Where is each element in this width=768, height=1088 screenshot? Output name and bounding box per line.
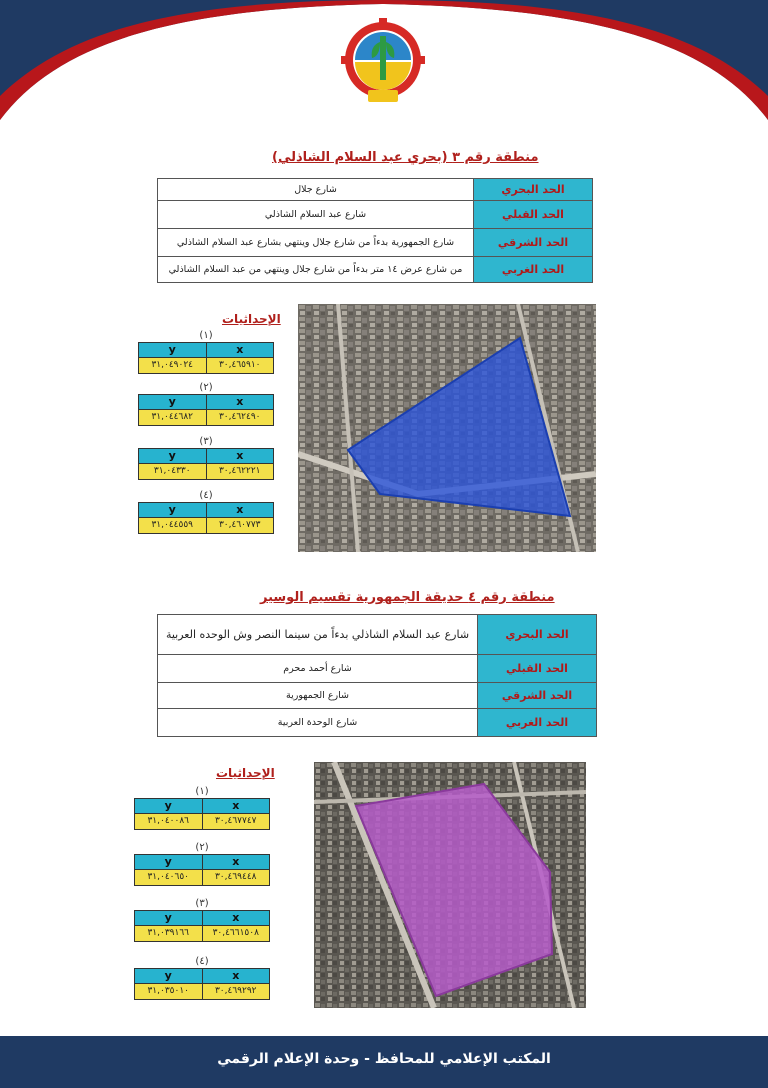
governorate-emblem-icon xyxy=(338,18,428,106)
zone4-value-east: شارع الجمهورية xyxy=(158,683,478,709)
coord-x-header: x xyxy=(203,911,270,925)
table-row xyxy=(158,615,597,655)
zone3-value-east: شارع الجمهورية بدءاً من شارع جلال وينتهي بشارع عبد السلام الشاذلي xyxy=(158,229,474,257)
coord-value-row xyxy=(134,984,270,1000)
table-row xyxy=(158,229,593,257)
coord-x-header: x xyxy=(207,449,274,463)
coord-header-row xyxy=(134,910,270,926)
coord-value-row xyxy=(134,870,270,886)
zone4-coord-2 xyxy=(134,842,270,886)
coord-y-value: ٣١,٠٤٠٠٨٦ xyxy=(135,814,203,829)
zone3-label-north: الحد البحري xyxy=(474,179,593,201)
zone4-value-south: شارع أحمد محرم xyxy=(158,655,478,683)
coord-x-header: x xyxy=(203,855,270,869)
zone3-coord-4 xyxy=(138,490,274,534)
table-row xyxy=(158,655,597,683)
zone3-label-south: الحد القبلي xyxy=(474,201,593,229)
coord-y-header: y xyxy=(139,343,207,357)
coord-x-header: x xyxy=(207,503,274,517)
zone3-value-west: من شارع عرض ١٤ متر بدءاً من شارع جلال وينتهي من عبد السلام الشاذلي xyxy=(158,257,474,283)
coord-value-row xyxy=(138,410,274,426)
coord-number: (٣) xyxy=(195,898,209,909)
zone3-label-west: الحد الغربي xyxy=(474,257,593,283)
zone4-value-west: شارع الوحدة العربية xyxy=(158,709,478,737)
table-row xyxy=(158,683,597,709)
zone4-label-north: الحد البحري xyxy=(478,615,597,655)
coord-x-value: ٣٠,٤٦٩٤٤٨ xyxy=(203,870,270,885)
zone4-coord-1 xyxy=(134,786,270,830)
coord-x-header: x xyxy=(207,343,274,357)
coord-y-value: ٣١,٠٤٣٣٠ xyxy=(139,464,207,479)
coord-number: (٢) xyxy=(199,382,213,393)
zone3-boundaries-table xyxy=(157,178,593,283)
zone3-value-north: شارع جلال xyxy=(158,179,474,201)
zone4-label-south: الحد القبلي xyxy=(478,655,597,683)
coord-x-value: ٣٠,٤٦٦١٥٠٨ xyxy=(203,926,270,941)
table-row xyxy=(158,179,593,201)
coord-x-value: ٣٠,٤٦٢٢٢١ xyxy=(207,464,274,479)
coord-x-value: ٣٠,٤٦٧٧٤٧ xyxy=(203,814,270,829)
zone4-satellite-map xyxy=(314,762,586,1008)
zone4-label-east: الحد الشرقي xyxy=(478,683,597,709)
coord-header-row xyxy=(138,394,274,410)
zone3-coord-2 xyxy=(138,382,274,426)
coord-number: (٣) xyxy=(199,436,213,447)
zone4-title: منطقة رقم ٤ حديقة الجمهورية تقسيم الوسير xyxy=(260,590,555,605)
zone3-coord-1 xyxy=(138,330,274,374)
coord-y-header: y xyxy=(135,969,203,983)
coord-value-row xyxy=(134,926,270,942)
footer-banner: المكتب الإعلامي للمحافظ - وحدة الإعلام الرقمي xyxy=(0,1036,768,1088)
coord-x-value: ٣٠,٤٦٢٤٩٠ xyxy=(207,410,274,425)
table-row xyxy=(158,201,593,229)
coord-number: (١) xyxy=(199,330,213,341)
coord-y-value: ٣١,٠٣٩١٦٦ xyxy=(135,926,203,941)
coord-x-header: x xyxy=(203,969,270,983)
coord-y-value: ٣١,٠٤٩٠٢٤ xyxy=(139,358,207,373)
coord-y-header: y xyxy=(139,449,207,463)
coord-header-row xyxy=(134,968,270,984)
zone4-value-north: شارع عبد السلام الشاذلي بدءاً من سينما النصر وش الوحده العربية xyxy=(158,615,478,655)
zone3-satellite-map xyxy=(298,304,596,552)
table-row xyxy=(158,709,597,737)
coord-x-header: x xyxy=(207,395,274,409)
coord-y-header: y xyxy=(135,799,203,813)
zone3-value-south: شارع عبد السلام الشاذلي xyxy=(158,201,474,229)
coord-x-value: ٣٠,٤٦٠٧٧٣ xyxy=(207,518,274,533)
coord-value-row xyxy=(138,518,274,534)
coord-x-value: ٣٠,٤٦٥٩١٠ xyxy=(207,358,274,373)
coord-header-row xyxy=(134,854,270,870)
coord-y-header: y xyxy=(135,855,203,869)
coord-y-value: ٣١,٠٤٤٦٨٢ xyxy=(139,410,207,425)
coord-header-row xyxy=(138,502,274,518)
table-row xyxy=(158,257,593,283)
coord-value-row xyxy=(138,464,274,480)
coord-number: (٢) xyxy=(195,842,209,853)
zone4-boundaries-table xyxy=(157,614,597,737)
coord-number: (١) xyxy=(195,786,209,797)
coord-y-header: y xyxy=(139,503,207,517)
zone3-coords-title: الإحداثيات xyxy=(222,312,281,326)
coord-value-row xyxy=(134,814,270,830)
coord-number: (٤) xyxy=(199,490,213,501)
zone3-title: منطقة رقم ٣ (بحري عبد السلام الشاذلي) xyxy=(272,150,539,165)
zone4-coords-title: الإحداثيات xyxy=(216,766,275,780)
coord-x-header: x xyxy=(203,799,270,813)
coord-header-row xyxy=(138,342,274,358)
zone4-label-west: الحد الغربي xyxy=(478,709,597,737)
coord-y-value: ٣١,٠٤٤٥٥٩ xyxy=(139,518,207,533)
zone4-coord-3 xyxy=(134,898,270,942)
zone3-label-east: الحد الشرقي xyxy=(474,229,593,257)
coord-y-header: y xyxy=(135,911,203,925)
coord-header-row xyxy=(134,798,270,814)
zone4-coord-4 xyxy=(134,956,270,1000)
coord-value-row xyxy=(138,358,274,374)
coord-y-value: ٣١,٠٤٠٦٥٠ xyxy=(135,870,203,885)
zone3-coord-3 xyxy=(138,436,274,480)
coord-y-value: ٣١,٠٣٥٠١٠ xyxy=(135,984,203,999)
coord-x-value: ٣٠,٤٦٩٢٩٢ xyxy=(203,984,270,999)
coord-header-row xyxy=(138,448,274,464)
coord-y-header: y xyxy=(139,395,207,409)
coord-number: (٤) xyxy=(195,956,209,967)
